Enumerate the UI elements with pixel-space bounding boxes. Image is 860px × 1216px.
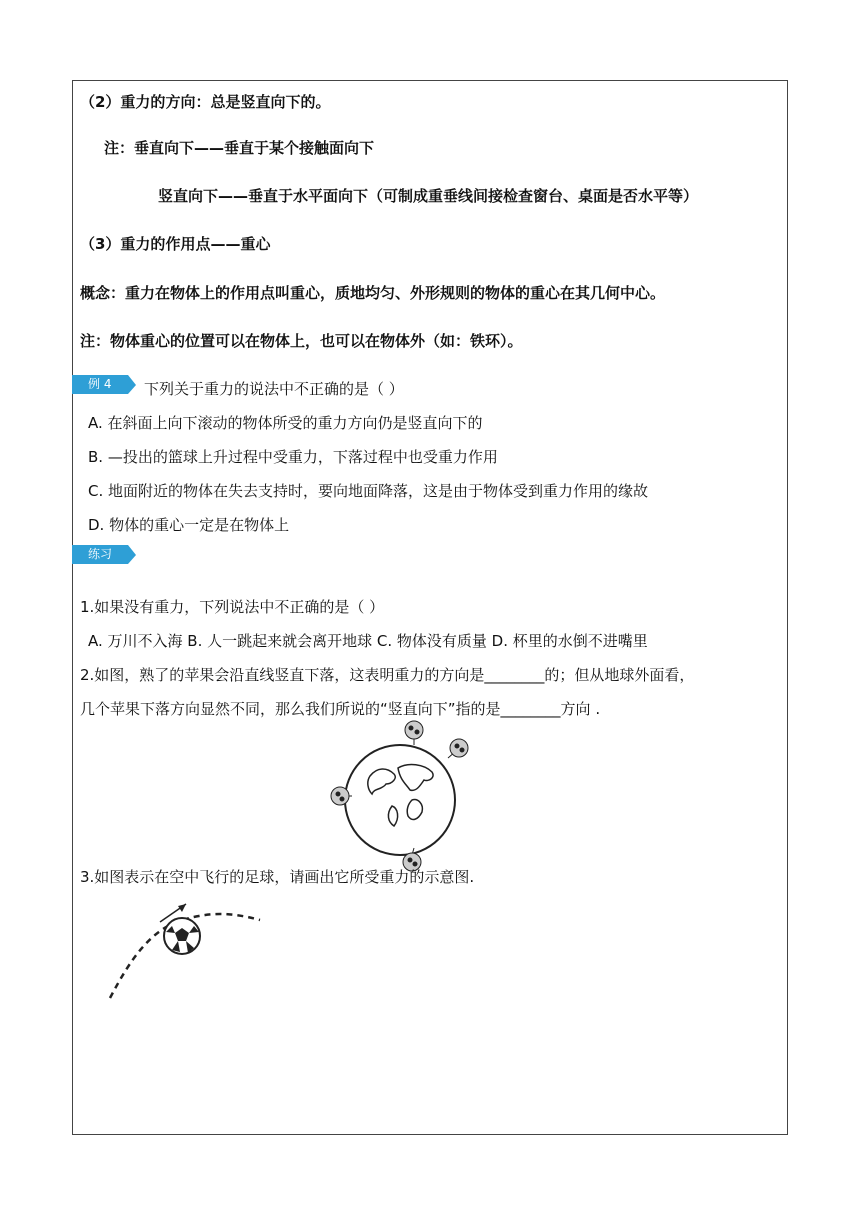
practice-question-1: 1.如果没有重力，下列说法中不正确的是（ ） [80,598,385,616]
practice-tag [72,545,128,564]
example-option-c: C. 地面附近的物体在失去支持时，要向地面降落，这是由于物体受到重力作用的缘故 [88,482,649,500]
note-vertical: 竖直向下——垂直于水平面向下（可制成重垂线间接检查窗台、桌面是否水平等） [158,187,699,205]
example-option-a: A. 在斜面上向下滚动的物体所受的重力方向仍是竖直向下的 [88,414,483,432]
practice-question-1-options: A. 万川不入海 B. 人一跳起来就会离开地球 C. 物体没有质量 D. 杯里的水倒不进嘴里 [88,632,648,650]
concept-text: 概念：重力在物体上的作用点叫重心，质地均匀、外形规则的物体的重心在其几何中心。 [80,284,666,302]
direction-heading: （2）重力的方向：总是竖直向下的。 [80,93,331,111]
note-perpendicular: 注：垂直向下——垂直于某个接触面向下 [104,139,375,157]
practice-tag-label: 练习 [88,547,113,561]
practice-question-2-line2: 几个苹果下落方向显然不同，那么我们所说的“竖直向下”指的是________方向 . [80,700,601,718]
example-tag-label: 例 4 [88,377,112,391]
example-option-b: B. —投出的篮球上升过程中受重力，下落过程中也受重力作用 [88,448,498,466]
center-heading: （3）重力的作用点——重心 [80,235,271,253]
example-question: 下列关于重力的说法中不正确的是（ ） [144,380,404,398]
apple-tree-top [405,721,423,745]
note-center-position: 注：物体重心的位置可以在物体上，也可以在物体外（如：铁环）。 [80,332,523,350]
example-option-d: D. 物体的重心一定是在物体上 [88,516,290,534]
practice-question-3: 3.如图表示在空中飞行的足球，请画出它所受重力的示意图. [80,868,475,886]
apple-tree-right [448,739,468,758]
practice-question-2-line1: 2.如图，熟了的苹果会沿直线竖直下落，这表明重力的方向是________的；但从地球外面看， [80,666,695,684]
earth-apples-figure [328,718,478,873]
example-tag [72,375,128,394]
football-figure [100,890,270,1005]
